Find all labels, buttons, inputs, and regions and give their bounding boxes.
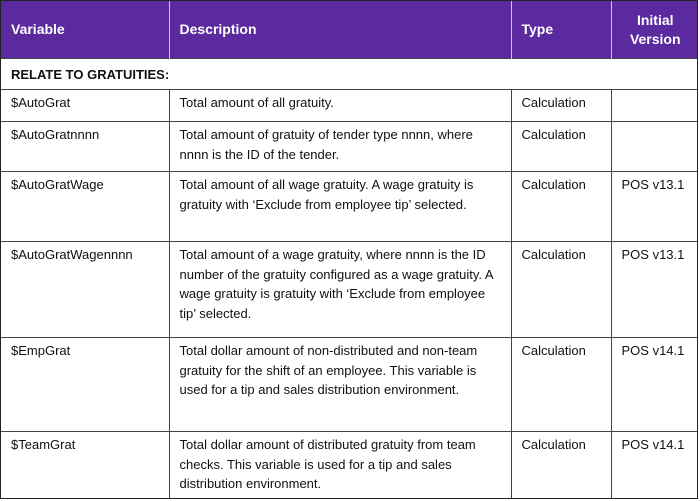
header-description: Description	[169, 1, 511, 59]
cell-type: Calculation	[511, 338, 611, 432]
cell-version: POS v14.1	[611, 338, 698, 432]
cell-version: POS v13.1	[611, 242, 698, 338]
table-header-row	[1, 1, 698, 59]
cell-variable: $TeamGrat	[1, 432, 169, 500]
cell-type: Calculation	[511, 242, 611, 338]
cell-description: Total dollar amount of distributed gratuity from team checks. This variable is used for a tip and sales distribution environment.	[169, 432, 511, 500]
cell-type: Calculation	[511, 432, 611, 500]
cell-version: POS v14.1	[611, 432, 698, 500]
cell-variable: $AutoGratWage	[1, 172, 169, 242]
cell-version	[611, 122, 698, 172]
header-initial-version: Initial Version	[611, 1, 698, 59]
table-row	[1, 338, 698, 432]
cell-type: Calculation	[511, 172, 611, 242]
table-row	[1, 242, 698, 338]
cell-type: Calculation	[511, 122, 611, 172]
section-title: RELATE TO GRATUITIES:	[1, 59, 698, 90]
cell-variable: $AutoGrat	[1, 90, 169, 122]
table-row	[1, 432, 698, 500]
cell-variable: $AutoGratnnnn	[1, 122, 169, 172]
cell-variable: $EmpGrat	[1, 338, 169, 432]
variables-table	[1, 1, 698, 499]
cell-description: Total amount of a wage gratuity, where nnnn is the ID number of the gratuity configured as a wage gratuity. A wage gratuity is gratuity with ‘Exclude from employee tip’ selected.	[169, 242, 511, 338]
cell-description: Total amount of all wage gratuity. A wage gratuity is gratuity with ‘Exclude from employee tip’ selected.	[169, 172, 511, 242]
header-type: Type	[511, 1, 611, 59]
table-row	[1, 172, 698, 242]
table-row	[1, 122, 698, 172]
cell-type: Calculation	[511, 90, 611, 122]
header-variable: Variable	[1, 1, 169, 59]
cell-version: POS v13.1	[611, 172, 698, 242]
cell-description: Total amount of gratuity of tender type nnnn, where nnnn is the ID of the tender.	[169, 122, 511, 172]
table-row	[1, 90, 698, 122]
cell-version	[611, 90, 698, 122]
cell-description: Total amount of all gratuity.	[169, 90, 511, 122]
cell-variable: $AutoGratWagennnn	[1, 242, 169, 338]
cell-description: Total dollar amount of non-distributed and non-team gratuity for the shift of an employee. This variable is used for a tip and sales distribution environment.	[169, 338, 511, 432]
section-row	[1, 59, 698, 90]
